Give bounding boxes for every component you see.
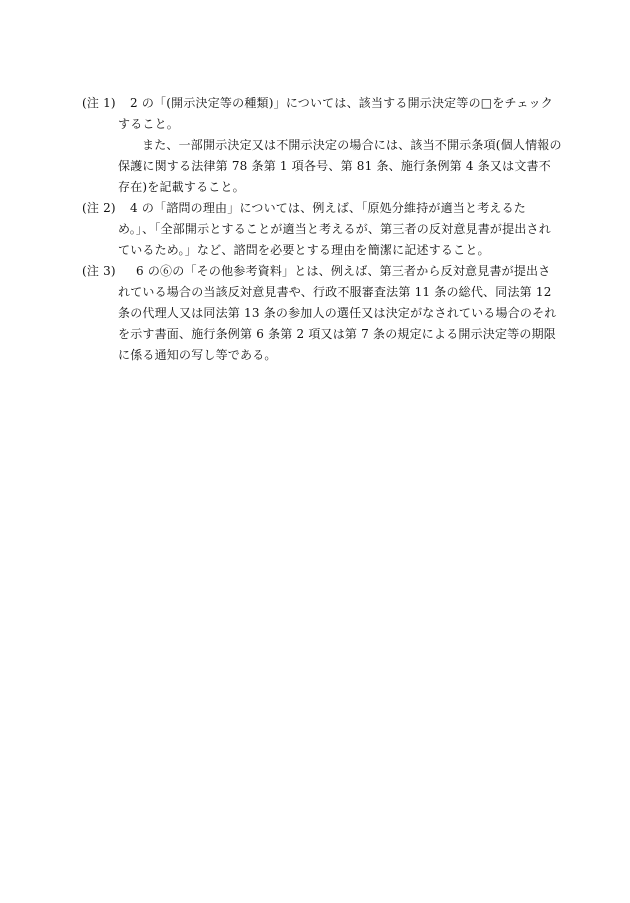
note-3-paragraph-1: 6 の⑥の「その他参考資料」とは、例えば、第三者から反対意見書が提出されている場合の当該反対意見書や、行政不服審査法第 11 条の総代、同法第 12 条の代理人又は同法第 13 条の参加人の選任又は決定がなされている場合のそれを示す書面、施行条例第 6 条第 2 項又は第 7 条の規定による開示決定等の期限に係る通知の写し等である。 bbox=[118, 264, 557, 362]
note-2-label: (注 2) bbox=[82, 201, 116, 215]
note-3 bbox=[82, 261, 562, 366]
note-2 bbox=[82, 198, 562, 261]
note-1 bbox=[82, 93, 562, 198]
note-3-label: (注 3) bbox=[82, 264, 116, 278]
notes-section bbox=[82, 93, 562, 366]
note-1-label: (注 1) bbox=[82, 96, 116, 110]
note-1-paragraph-1: 2 の「(開示決定等の種類)」については、該当する開示決定等の□をチェックすること。 bbox=[118, 96, 553, 131]
note-2-paragraph-1: 4 の「諮問の理由」については、例えば、「原処分維持が適当と考えるため。」、「全部開示とすることが適当と考えるが、第三者の反対意見書が提出されているため。」など、諮問を必要とする理由を簡潔に記述すること。 bbox=[118, 201, 551, 257]
note-1-paragraph-2: また、一部開示決定又は不開示決定の場合には、該当不開示条項(個人情報の保護に関する法律第 78 条第 1 項各号、第 81 条、施行条例第 4 条又は文書不存在)を記載すること。 bbox=[118, 138, 562, 194]
